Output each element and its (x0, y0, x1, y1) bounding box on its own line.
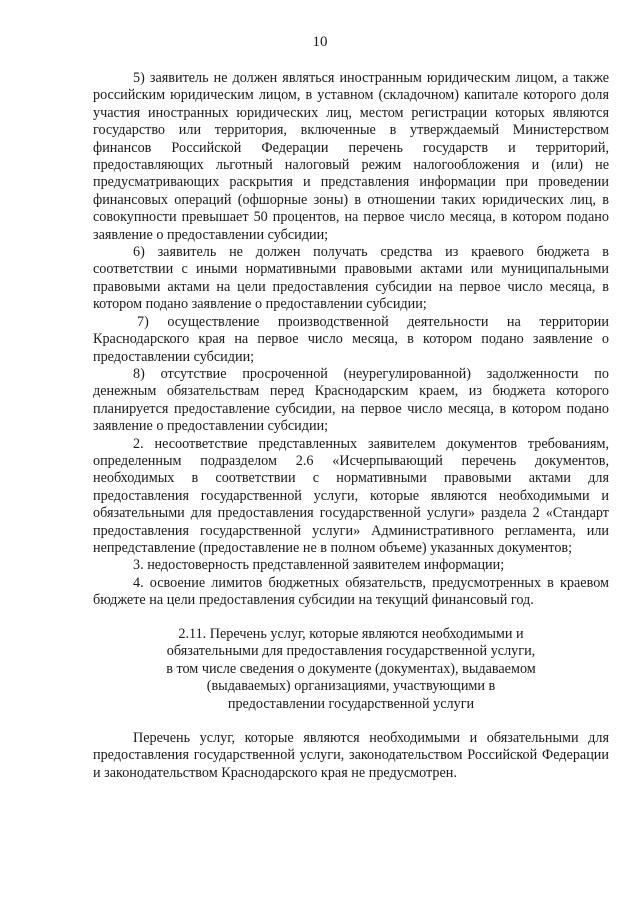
closing-paragraph: Перечень услуг, которые являются необходимыми и обязательными для предоставления государственной услуги, законодательством Российской Федерации и законодательством Краснодарского края не предусмотрен. (93, 730, 609, 781)
section-heading-line: 2.11. Перечень услуг, которые являются необходимыми и (178, 626, 524, 642)
paragraph-ground-3: 3. недостоверность представленной заявителем информации; (133, 557, 505, 574)
closing-text (93, 730, 609, 782)
paragraph-ground-4: 4. освоение лимитов бюджетных обязательств, предусмотренных в краевом бюджете на цели предоставления субсидии на текущий финансовый год. (93, 574, 609, 609)
section-heading-line: обязательными для предоставления государственной услуги, (166, 643, 536, 660)
paragraph-item-5: 5) заявитель не должен являться иностранным юридическим лицом, а также российским юридическим лицом, в уставном (складочном) капитале которого доля участия иностранных юридических лиц, местом регистрации которых являются государство или территория, включенные в утверждаемый Министерством финансов Российской Федерации перечень государств и территорий, предоставляющих льготный налоговый режим налогообложения и (или) не предусматривающих раскрытия и представления информации при проведении финансовых операций (офшорные зоны) в отношении таких юридических лиц, в совокупности превышает 50 процентов, на первое число месяца, в котором подано заявление о предоставлении субсидии; (93, 70, 609, 243)
section-heading-line: предоставлении государственной услуги (227, 695, 475, 712)
section-heading (93, 626, 609, 713)
section-heading-line: (выдаваемых) организациями, участвующими в (206, 678, 496, 695)
section-heading-line: в том числе сведения о документе (документах), выдаваемом (166, 660, 536, 677)
page-number: 10 (312, 34, 328, 50)
paragraph-item-8: 8) отсутствие просроченной (неурегулированной) задолженности по денежным обязательствам перед Краснодарским краем, из бюджета которого планируется предоставление субсидии, на первое число месяца, в котором подано заявление о предоставлении субсидии; (93, 365, 609, 435)
body-text (93, 70, 609, 610)
paragraph-item-6: 6) заявитель не должен получать средства из краевого бюджета в соответствии с иными нормативными правовыми актами или муниципальными правовыми актами на цели предоставления субсидии на первое число месяца, в котором подано заявление о предоставлении субсидии; (93, 244, 609, 313)
paragraph-item-7: 7) осуществление производственной деятельности на территории Краснодарского края на первое число месяца, в котором подано заявление о предоставлении субсидии; (93, 313, 609, 365)
paragraph-ground-2: 2. несоответствие представленных заявителем документов требованиям, определенным подразделом 2.6 «Исчерпывающий перечень документов, необходимых в соответствии с нормативными правовыми актами для предоставления государственной услуги, которые являются необходимыми и обязательными для предоставления государственной услуги» раздела 2 «Стандарт предоставления государственной услуги» Административного регламента, или непредставление (предоставление не в полном объеме) указанных документов; (93, 435, 609, 556)
